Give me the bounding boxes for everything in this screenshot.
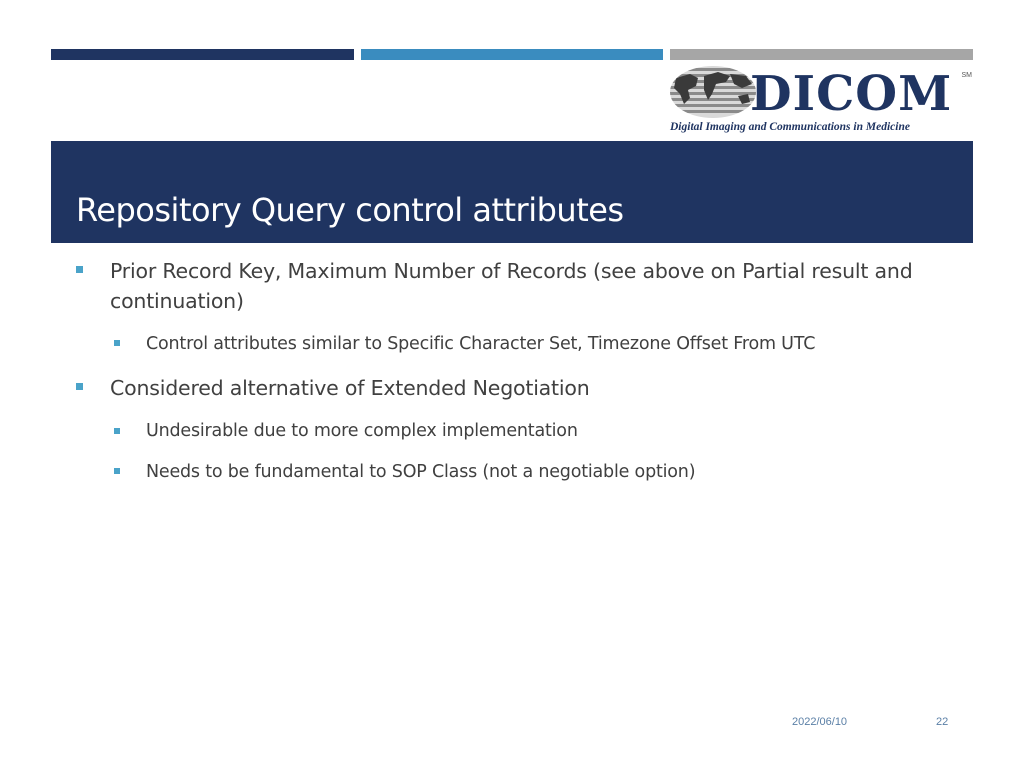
bullet-icon (76, 383, 83, 390)
bullet-icon (114, 428, 120, 434)
bullet-item: Prior Record Key, Maximum Number of Records (see above on Partial result and continuation) (110, 259, 913, 313)
bullet-icon (76, 266, 83, 273)
bullet-item: Considered alternative of Extended Negotiation (110, 376, 590, 400)
logo-wordmark: DICOM (750, 66, 953, 122)
accent-bar-navy (51, 49, 354, 60)
accent-bar-gray (670, 49, 973, 60)
logo-service-mark: SM (961, 72, 972, 79)
globe-icon (668, 64, 758, 120)
bullet-icon (114, 340, 120, 346)
logo-tagline: Digital Imaging and Communications in Medicine (670, 121, 910, 133)
bullet-icon (114, 468, 120, 474)
page-number: 22 (936, 716, 949, 728)
sub-bullet-item: Control attributes similar to Specific Character Set, Timezone Offset From UTC (146, 334, 816, 354)
sub-bullet-item: Undesirable due to more complex implementation (146, 421, 578, 441)
footer-date: 2022/06/10 (792, 716, 848, 728)
title-band (51, 141, 973, 243)
accent-bar-blue (361, 49, 663, 60)
slide-title: Repository Query control attributes (76, 191, 624, 229)
dicom-logo (668, 64, 974, 140)
sub-bullet-item: Needs to be fundamental to SOP Class (not a negotiable option) (146, 462, 696, 482)
